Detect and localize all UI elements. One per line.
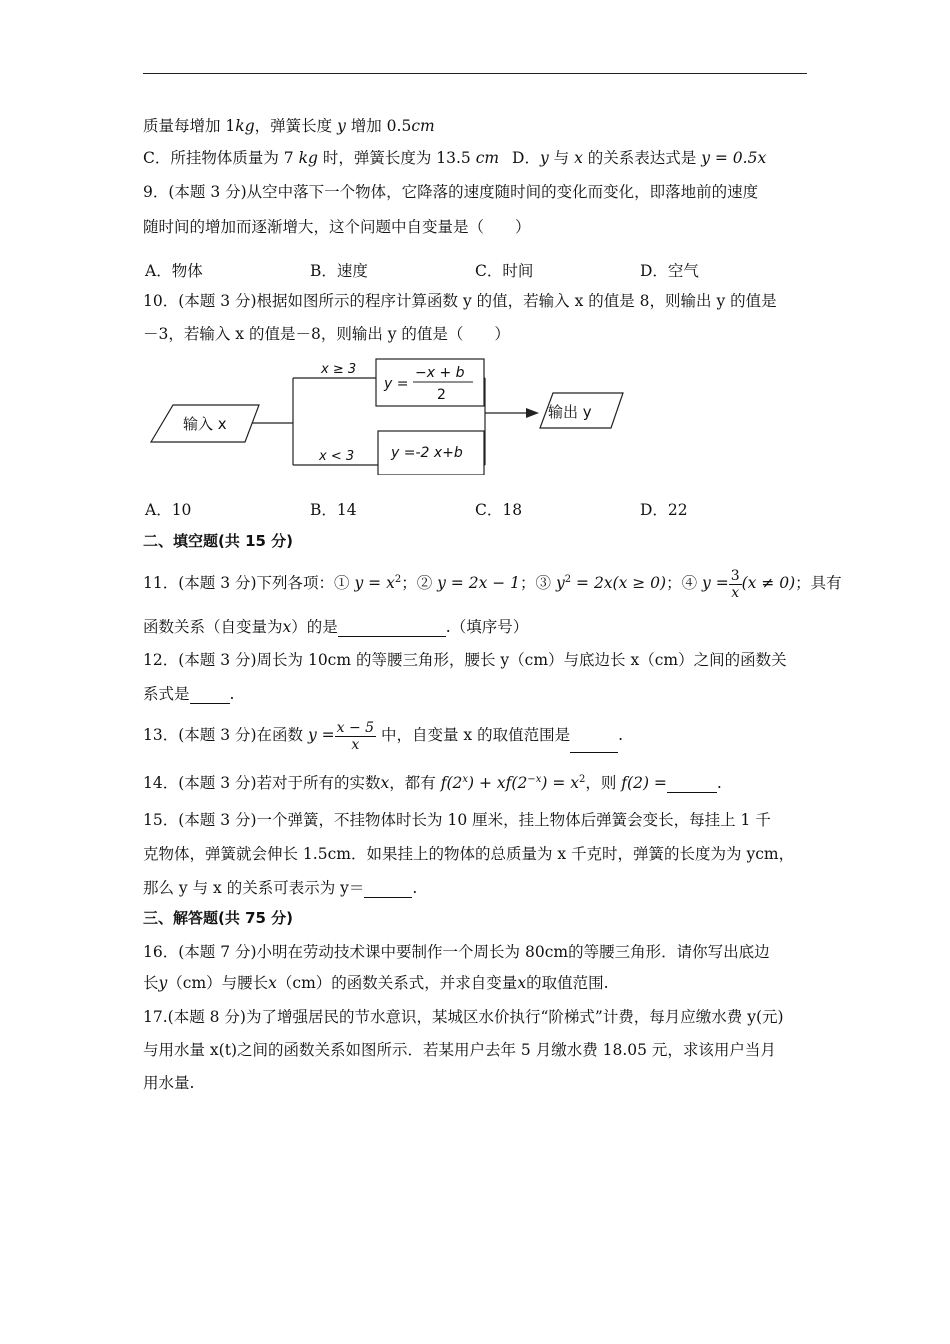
q11-line2: 函数关系（自变量为x）的是 .（填序号） [143,618,529,636]
q8-continuation: 质量每增加 1kg，弹簧长度 y 增加 0.5cm [143,117,435,135]
header-rule [143,73,807,74]
formula-top-lhs: y = [384,376,409,392]
q9-option-a: A．物体 [145,262,203,280]
formula-top-numerator: −x + b [415,365,465,381]
q9-option-d: D．空气 [640,262,699,280]
q10-line1: 10．(本题 3 分)根据如图所示的程序计算函数 y 的值，若输入 x 的值是 8，则输出 y 的值是 [143,292,777,310]
q11-answer-blank[interactable] [338,616,446,637]
q15-line2: 克物体，弹簧就会伸长 1.5cm．如果挂上的物体的总质量为 x 千克时，弹簧的长度为为 ycm， [143,845,795,863]
section-fill-in-title: 二、填空题(共 15 分) [143,532,294,550]
q16-line2: 长y（cm）与腰长x（cm）的函数关系式，并求自变量x的取值范围. [143,974,609,992]
formula-bottom: y =-2 x+b [391,445,463,461]
q17-line3: 用水量. [143,1074,195,1092]
q17-line1: 17.(本题 8 分)为了增强居民的节水意识，某城区水价执行“阶梯式”计费，每月应缴水费 y(元) [143,1008,784,1026]
q10-line2: －3，若输入 x 的值是－8，则输出 y 的值是（ ） [143,325,510,343]
q9-line1: 9．(本题 3 分)从空中落下一个物体，它降落的速度随时间的变化而变化，即落地前的速度 [143,183,759,201]
input-label: 输入 x [183,415,227,433]
condition-bottom: x < 3 [319,449,355,464]
q8-options-cd: C．所挂物体质量为 7 kg 时，弹簧长度为 13.5 cm D．y 与 x 的关系表达式是 y = 0.5x [143,149,767,167]
output-label: 输出 y [548,403,592,421]
q12-answer-blank[interactable] [190,683,230,704]
q15-line1: 15．(本题 3 分)一个弹簧，不挂物体时长为 10 厘米，挂上物体后弹簧会变长，每挂上 1 千 [143,811,771,829]
q12-line1: 12．(本题 3 分)周长为 10cm 的等腰三角形，腰长 y（cm）与底边长 x（cm）之间的函数关 [143,651,787,669]
q9-line2: 随时间的增加而逐渐增大，这个问题中自变量是（ ） [143,218,531,236]
q10-option-d: D．22 [640,501,688,519]
q10-option-c: C．18 [475,501,523,519]
q13-answer-blank[interactable] [570,716,618,753]
q14-answer-blank[interactable] [667,772,717,793]
q15-line3: 那么 y 与 x 的关系可表示为 y＝ . [143,879,418,897]
arrow-head [526,408,539,418]
q17-line2: 与用水量 x(t)之间的函数关系如图所示．若某用户去年 5 月缴水费 18.05 元，求该用户当月 [143,1041,776,1059]
formula-top-denominator: 2 [437,387,446,403]
q12-line2: 系式是 . [143,685,235,703]
program-flowchart [143,355,643,475]
q10-option-a: A．10 [145,501,192,519]
q14-line: 14．(本题 3 分)若对于所有的实数x，都有 $f(2^x) + xf(2^{-x}) = x^2$，则 f(2) = . [143,774,722,792]
section-solutions-title: 三、解答题(共 75 分) [143,909,294,927]
q9-option-b: B．速度 [310,262,368,280]
q9-option-c: C．时间 [475,262,534,280]
q10-option-b: B．14 [310,501,357,519]
condition-top: x ≥ 3 [321,362,357,377]
q11-line1: 11．(本题 3 分)下列各项：① $y = x^2$；② y = 2x − 1；③ $y^2 = 2x(x \ge 0)$；④ y = $\frac{3}{x}$ (x ≠ 0)；具有 [143,567,842,601]
q16-line1: 16．(本题 7 分)小明在劳动技术课中要制作一个周长为 80cm的等腰三角形．请你写出底边 [143,943,770,961]
q15-answer-blank[interactable] [364,877,412,898]
q13-line: 13．(本题 3 分)在函数 y = $\frac{x - 5}{x}$ 中，自变量 x 的取值范围是 . [143,716,623,753]
